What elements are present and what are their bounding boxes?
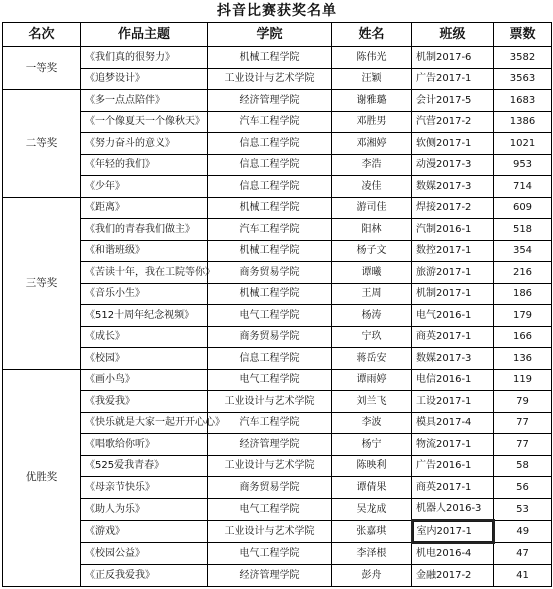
work-cell[interactable]: 《校园》 bbox=[81, 348, 208, 370]
work-cell[interactable]: 《一个像夏天一个像秋天》 bbox=[81, 111, 208, 133]
class-cell[interactable]: 机制2017-1 bbox=[412, 283, 494, 305]
class-cell[interactable]: 电气2016-1 bbox=[412, 305, 494, 327]
college-cell[interactable]: 经济管理学院 bbox=[208, 434, 332, 456]
name-cell[interactable]: 游司佳 bbox=[332, 197, 412, 219]
name-cell[interactable]: 王周 bbox=[332, 283, 412, 305]
votes-cell[interactable]: 47 bbox=[494, 543, 552, 565]
class-cell[interactable]: 汽营2017-2 bbox=[412, 111, 494, 133]
class-cell[interactable]: 机制2017-6 bbox=[412, 47, 494, 69]
class-cell[interactable]: 商英2017-1 bbox=[412, 326, 494, 348]
name-cell[interactable]: 彭舟 bbox=[332, 565, 412, 587]
sheet-title[interactable]: 抖音比赛获奖名单 bbox=[3, 0, 552, 23]
name-cell[interactable]: 张嘉琪 bbox=[332, 520, 412, 543]
title-row bbox=[3, 0, 552, 23]
class-cell[interactable]: 机器人2016-3 bbox=[412, 498, 494, 520]
header-college[interactable]: 学院 bbox=[208, 23, 332, 47]
work-cell[interactable]: 《和谐班级》 bbox=[81, 240, 208, 262]
work-cell[interactable]: 《唱歌给你听》 bbox=[81, 434, 208, 456]
work-cell[interactable]: 《成长》 bbox=[81, 326, 208, 348]
votes-cell[interactable]: 166 bbox=[494, 326, 552, 348]
table-row bbox=[3, 543, 552, 565]
table-row bbox=[3, 477, 552, 499]
name-cell[interactable]: 谭雨婷 bbox=[332, 369, 412, 391]
college-cell[interactable]: 电气工程学院 bbox=[208, 543, 332, 565]
name-cell[interactable]: 李浩 bbox=[332, 154, 412, 176]
class-cell[interactable]: 商英2017-1 bbox=[412, 477, 494, 499]
class-cell[interactable]: 旅游2017-1 bbox=[412, 262, 494, 284]
table-row bbox=[3, 305, 552, 327]
name-cell[interactable]: 陈伟光 bbox=[332, 47, 412, 69]
work-cell[interactable]: 《我们真的很努力》 bbox=[81, 47, 208, 69]
votes-cell[interactable]: 609 bbox=[494, 197, 552, 219]
class-cell[interactable]: 模具2017-4 bbox=[412, 412, 494, 434]
table-row bbox=[3, 90, 552, 112]
college-cell[interactable]: 工业设计与艺术学院 bbox=[208, 520, 332, 543]
college-cell[interactable]: 机械工程学院 bbox=[208, 283, 332, 305]
work-cell[interactable]: 《少年》 bbox=[81, 176, 208, 198]
work-cell[interactable]: 《我爱我》 bbox=[81, 391, 208, 413]
work-cell[interactable]: 《距离》 bbox=[81, 197, 208, 219]
votes-cell[interactable]: 77 bbox=[494, 412, 552, 434]
class-cell[interactable]: 会计2017-5 bbox=[412, 90, 494, 112]
college-cell[interactable]: 汽车工程学院 bbox=[208, 412, 332, 434]
name-cell[interactable]: 蒋岳安 bbox=[332, 348, 412, 370]
name-cell[interactable]: 邓胜男 bbox=[332, 111, 412, 133]
college-cell[interactable]: 信息工程学院 bbox=[208, 133, 332, 155]
work-cell[interactable]: 《努力奋斗的意义》 bbox=[81, 133, 208, 155]
college-cell[interactable]: 信息工程学院 bbox=[208, 176, 332, 198]
table-row bbox=[3, 197, 552, 219]
table-row bbox=[3, 133, 552, 155]
votes-cell[interactable]: 77 bbox=[494, 434, 552, 456]
name-cell[interactable]: 阳林 bbox=[332, 219, 412, 241]
college-cell[interactable]: 信息工程学院 bbox=[208, 348, 332, 370]
rank-cell[interactable]: 三等奖 bbox=[3, 197, 81, 369]
college-cell[interactable]: 机械工程学院 bbox=[208, 240, 332, 262]
table-row bbox=[3, 348, 552, 370]
college-cell[interactable]: 电气工程学院 bbox=[208, 369, 332, 391]
class-cell[interactable]: 数控2017-1 bbox=[412, 240, 494, 262]
work-cell[interactable]: 《快乐就是大家一起开开心心》 bbox=[81, 412, 208, 434]
college-cell[interactable]: 经济管理学院 bbox=[208, 565, 332, 587]
work-cell[interactable]: 《正反我爱我》 bbox=[81, 565, 208, 587]
college-cell[interactable]: 商务贸易学院 bbox=[208, 477, 332, 499]
votes-cell[interactable]: 714 bbox=[494, 176, 552, 198]
table-row bbox=[3, 240, 552, 262]
table-row bbox=[3, 219, 552, 241]
votes-cell[interactable]: 3563 bbox=[494, 68, 552, 90]
votes-cell[interactable]: 953 bbox=[494, 154, 552, 176]
class-cell[interactable]: 电信2016-1 bbox=[412, 369, 494, 391]
votes-cell[interactable]: 53 bbox=[494, 498, 552, 520]
work-cell[interactable]: 《母亲节快乐》 bbox=[81, 477, 208, 499]
class-cell[interactable]: 广告2017-1 bbox=[412, 68, 494, 90]
name-cell[interactable]: 吴龙成 bbox=[332, 498, 412, 520]
class-cell[interactable]: 动漫2017-3 bbox=[412, 154, 494, 176]
votes-cell[interactable]: 56 bbox=[494, 477, 552, 499]
name-cell[interactable]: 杨涛 bbox=[332, 305, 412, 327]
table-row bbox=[3, 154, 552, 176]
table-row bbox=[3, 391, 552, 413]
college-cell[interactable]: 经济管理学院 bbox=[208, 90, 332, 112]
name-cell[interactable]: 凌佳 bbox=[332, 176, 412, 198]
header-name[interactable]: 姓名 bbox=[332, 23, 412, 47]
name-cell[interactable]: 李波 bbox=[332, 412, 412, 434]
college-cell[interactable]: 工业设计与艺术学院 bbox=[208, 68, 332, 90]
name-cell[interactable]: 宁玖 bbox=[332, 326, 412, 348]
name-cell[interactable]: 谭曦 bbox=[332, 262, 412, 284]
class-cell[interactable]: 数媒2017-3 bbox=[412, 176, 494, 198]
name-cell[interactable]: 陈映利 bbox=[332, 455, 412, 477]
class-cell[interactable]: 室内2017-1 bbox=[412, 520, 494, 543]
work-cell[interactable]: 《助人为乐》 bbox=[81, 498, 208, 520]
table-row bbox=[3, 498, 552, 520]
work-cell[interactable]: 《校园公益》 bbox=[81, 543, 208, 565]
class-cell[interactable]: 机电2016-4 bbox=[412, 543, 494, 565]
class-cell[interactable]: 物流2017-1 bbox=[412, 434, 494, 456]
header-class[interactable]: 班级 bbox=[412, 23, 494, 47]
header-work[interactable]: 作品主题 bbox=[81, 23, 208, 47]
work-cell[interactable]: 《525爱我青春》 bbox=[81, 455, 208, 477]
college-cell[interactable]: 汽车工程学院 bbox=[208, 111, 332, 133]
work-cell[interactable]: 《追梦设计》 bbox=[81, 68, 208, 90]
work-cell[interactable]: 《音乐小生》 bbox=[81, 283, 208, 305]
table-row bbox=[3, 369, 552, 391]
rank-cell[interactable]: 优胜奖 bbox=[3, 369, 81, 586]
votes-cell[interactable]: 1683 bbox=[494, 90, 552, 112]
votes-cell[interactable]: 1021 bbox=[494, 133, 552, 155]
college-cell[interactable]: 电气工程学院 bbox=[208, 498, 332, 520]
table-row bbox=[3, 68, 552, 90]
header-votes[interactable]: 票数 bbox=[494, 23, 552, 47]
college-cell[interactable]: 汽车工程学院 bbox=[208, 219, 332, 241]
work-cell[interactable]: 《多一点点陪伴》 bbox=[81, 90, 208, 112]
college-cell[interactable]: 机械工程学院 bbox=[208, 197, 332, 219]
class-cell[interactable]: 汽制2016-1 bbox=[412, 219, 494, 241]
votes-cell[interactable]: 49 bbox=[494, 520, 552, 543]
name-cell[interactable]: 杨宁 bbox=[332, 434, 412, 456]
votes-cell[interactable]: 186 bbox=[494, 283, 552, 305]
college-cell[interactable]: 信息工程学院 bbox=[208, 154, 332, 176]
class-cell[interactable]: 工设2017-1 bbox=[412, 391, 494, 413]
rank-cell[interactable]: 二等奖 bbox=[3, 90, 81, 198]
name-cell[interactable]: 邓湘婷 bbox=[332, 133, 412, 155]
class-cell[interactable]: 广告2016-1 bbox=[412, 455, 494, 477]
votes-cell[interactable]: 41 bbox=[494, 565, 552, 587]
work-cell[interactable]: 《512十周年纪念视频》 bbox=[81, 305, 208, 327]
votes-cell[interactable]: 216 bbox=[494, 262, 552, 284]
votes-cell[interactable]: 58 bbox=[494, 455, 552, 477]
rank-cell[interactable]: 一等奖 bbox=[3, 47, 81, 90]
work-cell[interactable]: 《画小鸟》 bbox=[81, 369, 208, 391]
table-row bbox=[3, 412, 552, 434]
votes-cell[interactable]: 179 bbox=[494, 305, 552, 327]
table-row bbox=[3, 326, 552, 348]
class-cell[interactable]: 金融2017-2 bbox=[412, 565, 494, 587]
work-cell[interactable]: 《年轻的我们》 bbox=[81, 154, 208, 176]
college-cell[interactable]: 机械工程学院 bbox=[208, 47, 332, 69]
name-cell[interactable]: 刘兰飞 bbox=[332, 391, 412, 413]
name-cell[interactable]: 谭倩果 bbox=[332, 477, 412, 499]
table-row bbox=[3, 520, 552, 543]
class-cell[interactable]: 数媒2017-3 bbox=[412, 348, 494, 370]
votes-cell[interactable]: 79 bbox=[494, 391, 552, 413]
class-cell[interactable]: 焊接2017-2 bbox=[412, 197, 494, 219]
table-row bbox=[3, 47, 552, 69]
name-cell[interactable]: 李泽根 bbox=[332, 543, 412, 565]
work-cell[interactable]: 《我们的青春我们做主》 bbox=[81, 219, 208, 241]
college-cell[interactable]: 工业设计与艺术学院 bbox=[208, 391, 332, 413]
work-cell[interactable]: 《游戏》 bbox=[81, 520, 208, 543]
votes-cell[interactable]: 119 bbox=[494, 369, 552, 391]
table-row bbox=[3, 434, 552, 456]
header-row bbox=[3, 23, 552, 47]
class-cell[interactable]: 软侧2017-1 bbox=[412, 133, 494, 155]
table-row bbox=[3, 455, 552, 477]
table-row bbox=[3, 565, 552, 587]
votes-cell[interactable]: 1386 bbox=[494, 111, 552, 133]
college-cell[interactable]: 商务贸易学院 bbox=[208, 326, 332, 348]
votes-cell[interactable]: 354 bbox=[494, 240, 552, 262]
table-row bbox=[3, 262, 552, 284]
work-cell[interactable]: 《苦读十年，我在工院等你》 bbox=[81, 262, 208, 284]
table-row bbox=[3, 111, 552, 133]
table-row bbox=[3, 176, 552, 198]
college-cell[interactable]: 工业设计与艺术学院 bbox=[208, 455, 332, 477]
votes-cell[interactable]: 518 bbox=[494, 219, 552, 241]
name-cell[interactable]: 杨子文 bbox=[332, 240, 412, 262]
college-cell[interactable]: 电气工程学院 bbox=[208, 305, 332, 327]
table-row bbox=[3, 283, 552, 305]
college-cell[interactable]: 商务贸易学院 bbox=[208, 262, 332, 284]
name-cell[interactable]: 谢雅璐 bbox=[332, 90, 412, 112]
award-table bbox=[2, 0, 552, 587]
votes-cell[interactable]: 136 bbox=[494, 348, 552, 370]
name-cell[interactable]: 汪颖 bbox=[332, 68, 412, 90]
votes-cell[interactable]: 3582 bbox=[494, 47, 552, 69]
header-rank[interactable]: 名次 bbox=[3, 23, 81, 47]
